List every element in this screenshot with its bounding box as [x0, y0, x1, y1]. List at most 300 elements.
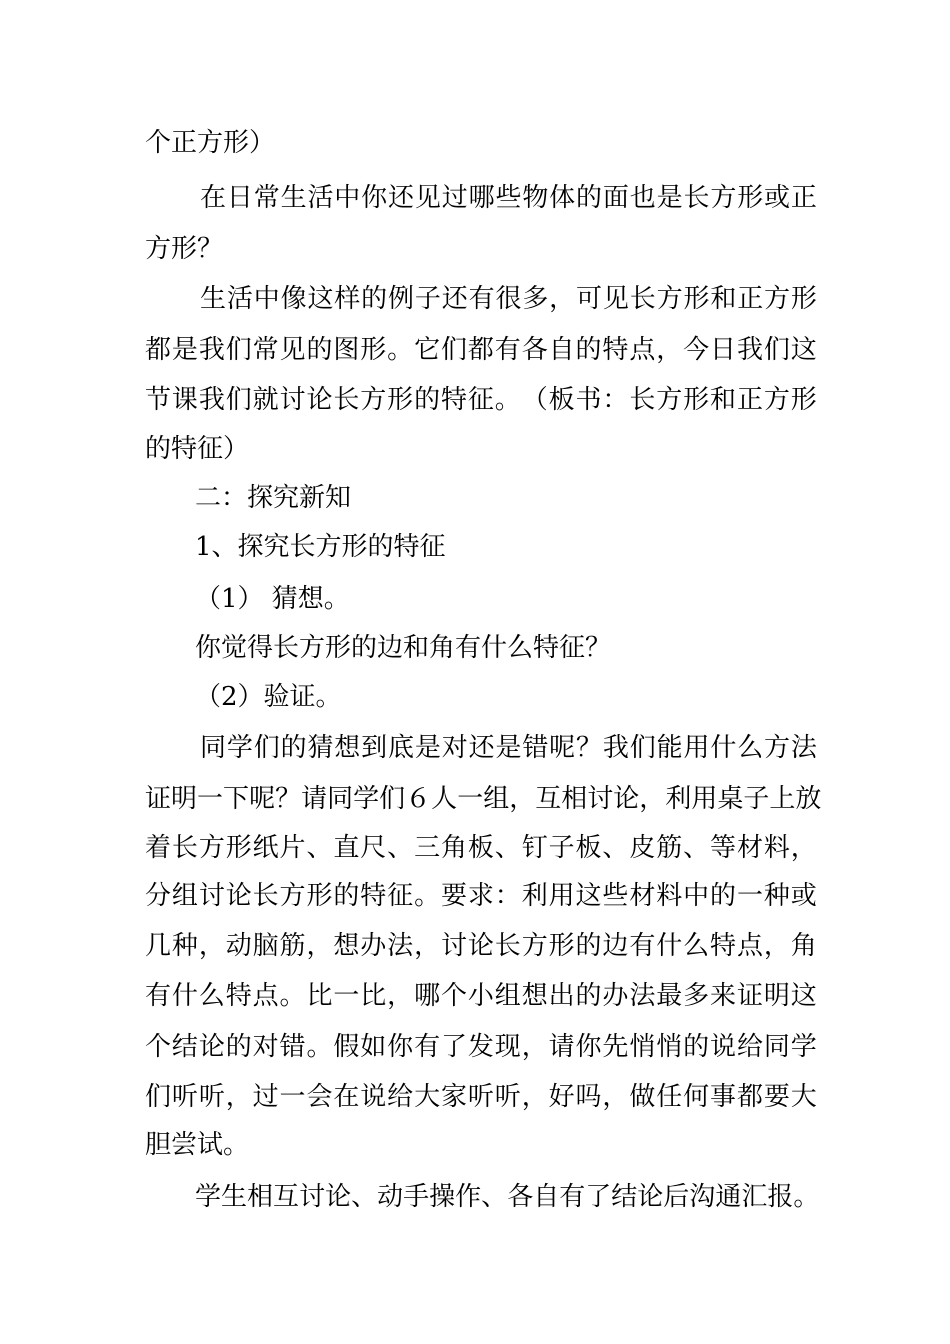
glyph: 学: [195, 1182, 222, 1212]
glyph: 哪: [468, 183, 495, 213]
glyph: 图: [333, 335, 360, 365]
glyph: 对: [252, 1032, 279, 1062]
glyph: 特: [360, 881, 387, 911]
glyph: 动: [377, 1182, 404, 1212]
glyph: 用: [691, 784, 718, 814]
glyph: 什: [710, 733, 737, 763]
glyph: 比: [306, 981, 333, 1011]
glyph: ？: [275, 784, 302, 814]
glyph: 论: [306, 385, 333, 415]
glyph: 大: [414, 1082, 441, 1112]
glyph: 这: [790, 981, 817, 1011]
glyph: 中: [334, 183, 361, 213]
glyph: 长: [683, 183, 710, 213]
glyph: 见: [602, 284, 629, 314]
glyph: 同: [327, 784, 354, 814]
glyph: 都: [467, 335, 494, 365]
glyph: 常: [253, 183, 280, 213]
glyph: 是: [414, 733, 441, 763]
glyph: 筋: [656, 833, 683, 863]
glyph: 、: [387, 833, 414, 863]
glyph: 形: [360, 335, 387, 365]
glyph: 现: [494, 1032, 521, 1062]
glyph: 你: [361, 183, 388, 213]
glyph: 对: [441, 733, 468, 763]
glyph: 的: [225, 1032, 252, 1062]
glyph: 我: [198, 385, 225, 415]
glyph: 么: [683, 931, 710, 961]
glyph: 还: [441, 284, 468, 314]
glyph: 可: [576, 284, 603, 314]
glyph: 组: [494, 981, 521, 1011]
glyph: 生: [280, 183, 307, 213]
glyph: 特: [440, 385, 467, 415]
glyph: 有: [629, 931, 656, 961]
glyph: ，: [790, 833, 817, 863]
glyph: 最: [656, 981, 683, 1011]
glyph: 们: [253, 733, 280, 763]
glyph: 说: [360, 1082, 387, 1112]
glyph: 学: [353, 784, 380, 814]
glyph: 长: [333, 385, 360, 415]
glyph: ，: [521, 1082, 548, 1112]
glyph: 或: [764, 183, 791, 213]
glyph: 、: [481, 1182, 508, 1212]
glyph: 形: [548, 931, 575, 961]
glyph: 这: [790, 335, 817, 365]
glyph: 中: [253, 284, 280, 314]
glyph: 讨: [299, 1182, 326, 1212]
glyph: 出: [548, 981, 575, 1011]
text-line: [195, 1180, 820, 1214]
glyph: 形: [683, 385, 710, 415]
glyph: 种: [171, 931, 198, 961]
step-heading: （1） 猜想。: [195, 584, 350, 614]
glyph: 脑: [252, 931, 279, 961]
glyph: 材: [736, 833, 763, 863]
glyph: 、: [683, 833, 710, 863]
glyph: 互: [273, 1182, 300, 1212]
glyph: 明: [171, 784, 198, 814]
glyph: 假: [333, 1032, 360, 1062]
glyph: 们: [225, 335, 252, 365]
glyph: 今: [683, 335, 710, 365]
glyph: 方: [279, 881, 306, 911]
glyph: 办: [360, 931, 387, 961]
glyph: 如: [360, 1032, 387, 1062]
glyph: 是: [656, 183, 683, 213]
glyph: 纸: [252, 833, 279, 863]
glyph: ？: [576, 733, 603, 763]
text-line: [200, 282, 817, 316]
glyph: 学: [226, 733, 253, 763]
glyph: 特: [710, 931, 737, 961]
glyph: 的: [575, 981, 602, 1011]
glyph: 同: [763, 1032, 790, 1062]
glyph: 们: [763, 335, 790, 365]
glyph: 方: [763, 385, 790, 415]
glyph: 一: [333, 981, 360, 1011]
glyph: 们: [440, 335, 467, 365]
glyph: 筋: [279, 931, 306, 961]
glyph: 方: [764, 733, 791, 763]
glyph: ，: [306, 931, 333, 961]
glyph: 结: [611, 1182, 638, 1212]
glyph: 子: [743, 784, 770, 814]
glyph: 有: [468, 284, 495, 314]
glyph: 听: [494, 1082, 521, 1112]
glyph: 有: [494, 335, 521, 365]
glyph: 钉: [521, 833, 548, 863]
glyph: 角: [440, 833, 467, 863]
glyph: 和: [710, 284, 737, 314]
glyph: 片: [279, 833, 306, 863]
glyph: 书: [575, 385, 602, 415]
glyph: 家: [440, 1082, 467, 1112]
glyph: 子: [548, 833, 575, 863]
glyph: 求: [467, 881, 494, 911]
glyph: 活: [307, 183, 334, 213]
text-line: 个正方形）: [145, 128, 276, 158]
glyph: 的: [306, 335, 333, 365]
glyph: 方: [360, 385, 387, 415]
glyph: 面: [602, 183, 629, 213]
glyph: 小: [467, 981, 494, 1011]
glyph: 报: [767, 1182, 794, 1212]
glyph: 尺: [360, 833, 387, 863]
glyph: 边: [602, 931, 629, 961]
subsection-heading: 1、探究长方形的特征: [195, 532, 446, 562]
glyph: 种: [763, 881, 790, 911]
glyph: 法: [790, 733, 817, 763]
glyph: 一: [736, 881, 763, 911]
glyph: 明: [763, 981, 790, 1011]
glyph: 皮: [629, 833, 656, 863]
glyph: 。: [793, 1182, 820, 1212]
glyph: 个: [145, 1032, 172, 1062]
glyph: 在: [200, 183, 227, 213]
glyph: 生: [200, 284, 227, 314]
glyph: 板: [467, 833, 494, 863]
glyph: 一: [279, 1082, 306, 1112]
glyph: 论: [467, 931, 494, 961]
glyph: ，: [414, 931, 441, 961]
glyph: 要: [440, 881, 467, 911]
glyph: 放: [795, 784, 822, 814]
glyph: 能: [656, 733, 683, 763]
glyph: 通: [715, 1182, 742, 1212]
glyph: 。: [414, 881, 441, 911]
glyph: 们: [225, 385, 252, 415]
glyph: 日: [710, 335, 737, 365]
glyph: 我: [736, 335, 763, 365]
glyph: 呢: [249, 784, 276, 814]
glyph: 动: [225, 931, 252, 961]
glyph: 的: [575, 931, 602, 961]
text-line: [145, 782, 822, 816]
glyph: 错: [279, 1032, 306, 1062]
glyph: 讨: [440, 931, 467, 961]
glyph: 各: [507, 1182, 534, 1212]
text-line: [145, 879, 817, 913]
glyph: 同: [200, 733, 227, 763]
glyph: 多: [522, 284, 549, 314]
glyph: 方: [710, 183, 737, 213]
glyph: 说: [710, 1032, 737, 1062]
glyph: 角: [790, 931, 817, 961]
glyph: 我: [198, 335, 225, 365]
text-line: [145, 979, 817, 1013]
glyph: 什: [656, 931, 683, 961]
text-line: 胆尝试。: [145, 1130, 250, 1160]
text-line: [200, 181, 817, 215]
glyph: 相: [561, 784, 588, 814]
glyph: 这: [575, 881, 602, 911]
glyph: 方: [764, 284, 791, 314]
glyph: 大: [790, 1082, 817, 1112]
glyph: 见: [414, 183, 441, 213]
glyph: 个: [440, 981, 467, 1011]
glyph: 形: [225, 833, 252, 863]
glyph: 的: [333, 881, 360, 911]
glyph: 有: [145, 981, 172, 1011]
glyph: 请: [548, 1032, 575, 1062]
glyph: 还: [468, 733, 495, 763]
glyph: 吗: [575, 1082, 602, 1112]
glyph: 悄: [656, 1032, 683, 1062]
glyph: 日: [226, 183, 253, 213]
glyph: 想: [333, 931, 360, 961]
glyph: 些: [495, 183, 522, 213]
glyph: 做: [629, 1082, 656, 1112]
glyph: 板: [548, 385, 575, 415]
glyph: 方: [198, 833, 225, 863]
text-line: [145, 1030, 817, 1064]
glyph: 形: [737, 183, 764, 213]
glyph: 。: [387, 335, 414, 365]
glyph: 都: [145, 335, 172, 365]
glyph: ，: [509, 784, 536, 814]
glyph: 形: [790, 284, 817, 314]
glyph: 到: [361, 733, 388, 763]
glyph: 点: [629, 335, 656, 365]
glyph: 组: [171, 881, 198, 911]
glyph: ，: [549, 284, 576, 314]
glyph: 想: [521, 981, 548, 1011]
glyph: 沟: [689, 1182, 716, 1212]
glyph: 么: [198, 981, 225, 1011]
text-line: 方形？: [145, 234, 224, 264]
glyph: 用: [683, 733, 710, 763]
glyph: 多: [683, 981, 710, 1011]
glyph: 就: [252, 385, 279, 415]
glyph: ，: [639, 784, 666, 814]
glyph: 方: [656, 385, 683, 415]
glyph: ，: [602, 1082, 629, 1112]
glyph: 自: [533, 1182, 560, 1212]
glyph: 听: [198, 1082, 225, 1112]
glyph: 等: [710, 833, 737, 863]
glyph: 证: [145, 784, 172, 814]
glyph: 长: [252, 881, 279, 911]
glyph: 用: [548, 881, 575, 911]
glyph: 论: [225, 881, 252, 911]
glyph: 我: [602, 733, 629, 763]
glyph: 形: [790, 385, 817, 415]
glyph: 很: [495, 284, 522, 314]
text-line: [145, 383, 817, 417]
glyph: 课: [171, 385, 198, 415]
glyph: 猜: [307, 733, 334, 763]
glyph: 或: [790, 881, 817, 911]
glyph: 汇: [741, 1182, 768, 1212]
glyph: 法: [387, 931, 414, 961]
glyph: 点: [252, 981, 279, 1011]
glyph: 们: [379, 784, 406, 814]
glyph: 征: [387, 881, 414, 911]
text-line: [145, 333, 817, 367]
glyph: 子: [414, 284, 441, 314]
glyph: 想: [334, 733, 361, 763]
glyph: 分: [145, 881, 172, 911]
glyph: 学: [790, 1032, 817, 1062]
glyph: 、: [351, 1182, 378, 1212]
glyph: 的: [710, 881, 737, 911]
glyph: 听: [467, 1082, 494, 1112]
glyph: 特: [602, 335, 629, 365]
glyph: 长: [629, 385, 656, 415]
glyph: 讨: [198, 881, 225, 911]
glyph: 任: [656, 1082, 683, 1112]
glyph: 你: [575, 1032, 602, 1062]
glyph: 过: [252, 1082, 279, 1112]
glyph: 讨: [587, 784, 614, 814]
glyph: 上: [769, 784, 796, 814]
text-line: 的特征）: [145, 434, 250, 464]
glyph: 何: [683, 1082, 710, 1112]
text-line: [145, 831, 817, 865]
glyph: 三: [414, 833, 441, 863]
glyph: 有: [414, 1032, 441, 1062]
glyph: 讨: [279, 385, 306, 415]
glyph: 利: [521, 881, 548, 911]
glyph: 和: [710, 385, 737, 415]
glyph: ，: [198, 931, 225, 961]
glyph: 直: [333, 833, 360, 863]
glyph: 自: [548, 335, 575, 365]
glyph: 底: [388, 733, 415, 763]
glyph: 像: [280, 284, 307, 314]
glyph: 长: [494, 931, 521, 961]
glyph: 会: [306, 1082, 333, 1112]
glyph: ：: [602, 385, 629, 415]
glyph: 样: [334, 284, 361, 314]
glyph: 在: [333, 1082, 360, 1112]
glyph: 材: [629, 881, 656, 911]
glyph: 下: [223, 784, 250, 814]
glyph: 、: [494, 833, 521, 863]
glyph: 见: [279, 335, 306, 365]
glyph: 论: [198, 1032, 225, 1062]
step-heading: （2）验证。: [195, 682, 342, 712]
glyph: 特: [225, 981, 252, 1011]
glyph: 是: [495, 733, 522, 763]
glyph: 好: [548, 1082, 575, 1112]
glyph: ，: [387, 981, 414, 1011]
glyph: 料: [763, 833, 790, 863]
glyph: 们: [629, 733, 656, 763]
glyph: 办: [602, 981, 629, 1011]
glyph: 些: [602, 881, 629, 911]
glyph: 的: [361, 284, 388, 314]
glyph: （: [521, 385, 548, 415]
glyph: 请: [301, 784, 328, 814]
glyph: 什: [171, 981, 198, 1011]
glyph: 们: [145, 1082, 172, 1112]
glyph: 操: [429, 1182, 456, 1212]
glyph: 形: [387, 385, 414, 415]
glyph: 互: [535, 784, 562, 814]
glyph: 证: [736, 981, 763, 1011]
glyph: 节: [145, 385, 172, 415]
text-line: [145, 929, 817, 963]
glyph: 。: [306, 1032, 333, 1062]
glyph: 有: [559, 1182, 586, 1212]
glyph: 你: [387, 1032, 414, 1062]
glyph: 先: [602, 1032, 629, 1062]
glyph: 长: [171, 833, 198, 863]
glyph: 论: [325, 1182, 352, 1212]
glyph: 的: [280, 733, 307, 763]
glyph: 要: [763, 1082, 790, 1112]
glyph: 中: [683, 881, 710, 911]
text-line: [145, 1080, 817, 1114]
section-heading: 二：探究新知: [195, 483, 352, 513]
glyph: 过: [441, 183, 468, 213]
glyph: 征: [467, 385, 494, 415]
glyph: 组: [483, 784, 510, 814]
glyph: 这: [307, 284, 334, 314]
glyph: 。: [279, 981, 306, 1011]
glyph: 给: [736, 1032, 763, 1062]
glyph: 手: [403, 1182, 430, 1212]
glyph: ，: [225, 1082, 252, 1112]
glyph: 是: [171, 335, 198, 365]
glyph: 作: [455, 1182, 482, 1212]
glyph: 它: [414, 335, 441, 365]
glyph: 体: [549, 183, 576, 213]
glyph: 桌: [717, 784, 744, 814]
glyph: 后: [663, 1182, 690, 1212]
glyph: 悄: [629, 1032, 656, 1062]
glyph: 发: [467, 1032, 494, 1062]
glyph: 比: [360, 981, 387, 1011]
glyph: 几: [145, 931, 172, 961]
glyph: 事: [710, 1082, 737, 1112]
glyph: 例: [388, 284, 415, 314]
glyph: 方: [521, 931, 548, 961]
text-line: 你觉得长方形的边和角有什么特征？: [195, 633, 612, 663]
glyph: 物: [522, 183, 549, 213]
glyph: 哪: [414, 981, 441, 1011]
glyph: 了: [440, 1032, 467, 1062]
glyph: ，: [763, 931, 790, 961]
glyph: 来: [710, 981, 737, 1011]
glyph: 料: [656, 881, 683, 911]
glyph: 给: [387, 1082, 414, 1112]
glyph: 的: [683, 1032, 710, 1062]
glyph: 一: [457, 784, 484, 814]
